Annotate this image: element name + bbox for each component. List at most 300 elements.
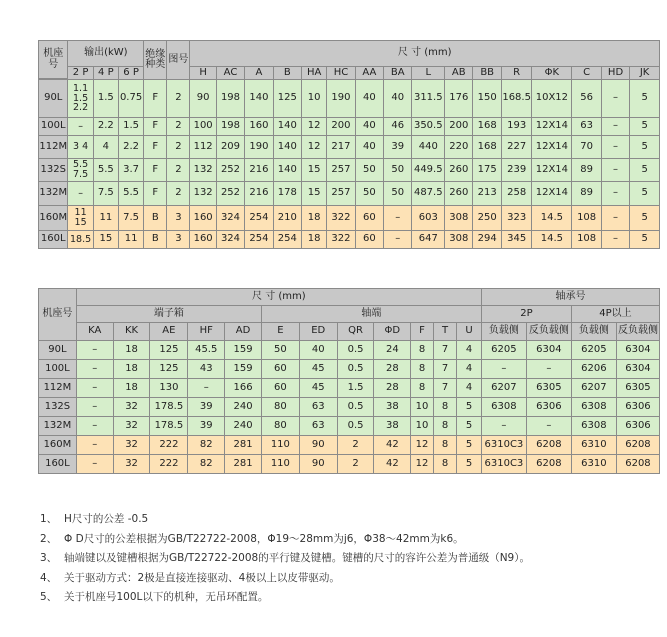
value-cell: 8: [433, 398, 457, 417]
value-cell: 43: [188, 360, 225, 379]
value-cell: –: [481, 417, 526, 436]
value-cell: –: [76, 398, 113, 417]
dim-cell: 647: [412, 231, 445, 249]
table-row: [39, 417, 660, 436]
dim-col-header: R: [501, 67, 532, 80]
output-2p-cell: 1.1 1.5 2.2: [68, 80, 93, 118]
value-cell: 45.5: [188, 341, 225, 360]
value-cell: 32: [113, 398, 150, 417]
note-number: 4、: [40, 571, 58, 584]
dim-cell: 213: [473, 182, 501, 206]
dim-cell: 311.5: [412, 80, 445, 118]
dim-cell: 324: [216, 206, 244, 231]
value-cell: 90: [299, 436, 337, 455]
dim-cell: 449.5: [412, 159, 445, 182]
dim-cell: 350.5: [412, 118, 445, 136]
value-cell: 63: [299, 398, 337, 417]
value-cell: 6306: [526, 398, 571, 417]
tbox-col-header: AE: [150, 323, 188, 341]
pole-header: 6 P: [118, 67, 143, 80]
dim-cell: 160: [190, 206, 216, 231]
value-cell: 110: [261, 455, 299, 474]
output-2p-cell: 3 4: [68, 136, 93, 159]
value-cell: 6308: [481, 398, 526, 417]
output-2p-cell: –: [68, 182, 93, 206]
dim-col-header: C: [572, 67, 601, 80]
dim-cell: –: [601, 80, 629, 118]
table-row: [39, 182, 660, 206]
value-cell: 45: [299, 379, 337, 398]
dim-cell: 60: [355, 206, 383, 231]
dim-cell: 160: [190, 231, 216, 249]
value-cell: 39: [188, 417, 225, 436]
output-6p-cell: 2.2: [118, 136, 143, 159]
dim-cell: 345: [501, 231, 532, 249]
output-4p-cell: 15: [93, 231, 118, 249]
value-cell: 7: [433, 360, 457, 379]
note-item: [40, 569, 530, 589]
dim-col-header: JK: [630, 67, 660, 80]
value-cell: 8: [411, 341, 434, 360]
value-cell: 6205: [571, 341, 616, 360]
value-cell: 0.5: [337, 417, 374, 436]
shaft-col-header: T: [433, 323, 457, 341]
dim-cell: 132: [190, 182, 216, 206]
note-text: 关于驱动方式：2极是直接连接驱动、4极以上以皮带驱动。: [64, 571, 340, 584]
dim-cell: 260: [445, 182, 473, 206]
notes-list: [40, 510, 530, 608]
insulation-cell: B: [144, 206, 167, 231]
output-6p-cell: 3.7: [118, 159, 143, 182]
dim-cell: 220: [445, 136, 473, 159]
output-2p-cell: 11 15: [68, 206, 93, 231]
value-cell: 39: [188, 398, 225, 417]
value-cell: 6310: [571, 455, 616, 474]
dim-cell: 5: [630, 231, 660, 249]
dim-cell: 12: [302, 118, 327, 136]
dim-cell: –: [601, 159, 629, 182]
dim-cell: 176: [445, 80, 473, 118]
dim-cell: 168: [473, 118, 501, 136]
tbox-col-header: AD: [225, 323, 262, 341]
dim-cell: 12X14: [532, 118, 572, 136]
model-cell: 132S: [39, 398, 77, 417]
value-cell: 12: [411, 455, 434, 474]
value-cell: 8: [411, 379, 434, 398]
dimensions-table-1: [38, 40, 660, 249]
table-row: [39, 341, 660, 360]
value-cell: 6306: [616, 417, 659, 436]
value-cell: 6205: [481, 341, 526, 360]
table-row: [39, 206, 660, 231]
value-cell: 281: [225, 455, 262, 474]
dim-cell: 140: [273, 136, 301, 159]
dim-cell: 50: [355, 159, 383, 182]
value-cell: 6304: [526, 341, 571, 360]
dim-cell: 324: [216, 231, 244, 249]
shaft-col-header: E: [261, 323, 299, 341]
value-cell: 28: [374, 379, 411, 398]
table-row: [39, 80, 660, 118]
output-6p-cell: 11: [118, 231, 143, 249]
model-cell: 132M: [39, 417, 77, 436]
value-cell: 60: [261, 360, 299, 379]
table-row: [39, 455, 660, 474]
value-cell: 6310C3: [481, 455, 526, 474]
value-cell: 159: [225, 341, 262, 360]
value-cell: 6208: [526, 455, 571, 474]
output-4p-cell: 2.2: [93, 118, 118, 136]
value-cell: 5: [457, 417, 482, 436]
value-cell: 8: [433, 417, 457, 436]
table-row: [39, 436, 660, 455]
value-cell: 18: [113, 341, 150, 360]
value-cell: –: [481, 360, 526, 379]
dim-col-header: AB: [445, 67, 473, 80]
shaft-col-header: ED: [299, 323, 337, 341]
value-cell: 10: [411, 398, 434, 417]
shaft-col-header: ΦD: [374, 323, 411, 341]
value-cell: 32: [113, 436, 150, 455]
figure-cell: 2: [167, 182, 190, 206]
value-cell: 6207: [481, 379, 526, 398]
model-cell: 132S: [39, 159, 68, 182]
dim-cell: 89: [572, 182, 601, 206]
value-cell: 130: [150, 379, 188, 398]
insulation-cell: F: [144, 159, 167, 182]
value-cell: 166: [225, 379, 262, 398]
dim-cell: 200: [445, 118, 473, 136]
dim-col-header: ΦK: [532, 67, 572, 80]
dims-header-2: 尺 寸 (mm): [76, 289, 481, 306]
figure-cell: 2: [167, 80, 190, 118]
dim-cell: 40: [355, 136, 383, 159]
value-cell: 6310C3: [481, 436, 526, 455]
value-cell: 40: [299, 341, 337, 360]
dim-cell: 5: [630, 206, 660, 231]
value-cell: 18: [113, 379, 150, 398]
dim-cell: 190: [245, 136, 273, 159]
output-2p-cell: –: [68, 118, 93, 136]
value-cell: 4: [457, 360, 482, 379]
bearing-4p-header: 4P以上: [571, 306, 659, 323]
dim-cell: 40: [384, 80, 412, 118]
dim-cell: 112: [190, 136, 216, 159]
dim-cell: 487.5: [412, 182, 445, 206]
value-cell: 2: [337, 455, 374, 474]
dim-col-header: HA: [302, 67, 327, 80]
value-cell: 32: [113, 455, 150, 474]
value-cell: 281: [225, 436, 262, 455]
model-cell: 112M: [39, 136, 68, 159]
dim-cell: 323: [501, 206, 532, 231]
figure-cell: 2: [167, 118, 190, 136]
shaft-col-header: QR: [337, 323, 374, 341]
value-cell: 125: [150, 360, 188, 379]
figure-cell: 3: [167, 231, 190, 249]
value-cell: 6208: [616, 436, 659, 455]
value-cell: 32: [113, 417, 150, 436]
table-row: [39, 398, 660, 417]
dim-cell: 14.5: [532, 231, 572, 249]
output-2p-cell: 5.5 7.5: [68, 159, 93, 182]
value-cell: 82: [188, 436, 225, 455]
dim-cell: 252: [216, 182, 244, 206]
value-cell: 5: [457, 436, 482, 455]
value-cell: 38: [374, 417, 411, 436]
value-cell: 24: [374, 341, 411, 360]
note-text: 轴端键以及键槽根据为GB/T22722-2008的平行键及键槽。键槽的尺寸的容许公差为普通级（N9）。: [64, 552, 530, 564]
model-header-2: 机座号: [39, 289, 77, 341]
dim-cell: 227: [501, 136, 532, 159]
bearing-col-header: 负载侧: [571, 323, 616, 341]
dim-cell: 216: [245, 159, 273, 182]
value-cell: 6305: [526, 379, 571, 398]
dim-cell: 209: [216, 136, 244, 159]
value-cell: 12: [411, 436, 434, 455]
dim-col-header: AA: [355, 67, 383, 80]
value-cell: 82: [188, 455, 225, 474]
dim-cell: 200: [327, 118, 355, 136]
value-cell: 8: [411, 360, 434, 379]
value-cell: 5: [457, 398, 482, 417]
shaft-col-header: U: [457, 323, 482, 341]
dim-cell: 40: [355, 80, 383, 118]
dim-cell: 40: [355, 118, 383, 136]
value-cell: 0.5: [337, 360, 374, 379]
pole-header: 2 P: [68, 67, 93, 80]
dim-cell: –: [384, 231, 412, 249]
dim-cell: 140: [245, 80, 273, 118]
value-cell: 6208: [526, 436, 571, 455]
note-item: [40, 530, 530, 550]
value-cell: –: [76, 436, 113, 455]
dim-cell: 12X14: [532, 159, 572, 182]
dim-cell: 70: [572, 136, 601, 159]
value-cell: 6306: [616, 398, 659, 417]
value-cell: 4: [457, 341, 482, 360]
dim-cell: 108: [572, 231, 601, 249]
table-row: [39, 231, 660, 249]
dim-cell: 100: [190, 118, 216, 136]
model-cell: 100L: [39, 360, 77, 379]
value-cell: 0.5: [337, 341, 374, 360]
dim-col-header: AC: [216, 67, 244, 80]
model-cell: 160L: [39, 231, 68, 249]
value-cell: 178.5: [150, 398, 188, 417]
dim-cell: 175: [473, 159, 501, 182]
dim-cell: 15: [302, 182, 327, 206]
dim-cell: 216: [245, 182, 273, 206]
dim-cell: 50: [384, 182, 412, 206]
insulation-cell: B: [144, 231, 167, 249]
dim-cell: 12: [302, 136, 327, 159]
value-cell: 28: [374, 360, 411, 379]
dim-cell: 89: [572, 159, 601, 182]
output-4p-cell: 7.5: [93, 182, 118, 206]
model-cell: 90L: [39, 341, 77, 360]
value-cell: 42: [374, 436, 411, 455]
dim-cell: 15: [302, 159, 327, 182]
value-cell: 159: [225, 360, 262, 379]
dim-cell: 10: [302, 80, 327, 118]
dim-col-header: HD: [601, 67, 629, 80]
table-row: [39, 136, 660, 159]
dim-cell: 190: [327, 80, 355, 118]
dimensions-table-2: [38, 288, 660, 474]
bearing-col-header: 负载侧: [481, 323, 526, 341]
dim-cell: 257: [327, 182, 355, 206]
dim-cell: 252: [216, 159, 244, 182]
dim-cell: 254: [245, 231, 273, 249]
output-2p-cell: 18.5: [68, 231, 93, 249]
terminal-box-header: 端子箱: [76, 306, 261, 323]
dim-col-header: A: [245, 67, 273, 80]
dim-cell: 63: [572, 118, 601, 136]
dim-cell: 12X14: [532, 136, 572, 159]
dim-cell: –: [601, 182, 629, 206]
model-cell: 160M: [39, 436, 77, 455]
shaft-col-header: F: [411, 323, 434, 341]
value-cell: –: [76, 360, 113, 379]
figure-cell: 3: [167, 206, 190, 231]
value-cell: 45: [299, 360, 337, 379]
table-row: [39, 118, 660, 136]
value-cell: –: [526, 417, 571, 436]
note-item: [40, 549, 530, 569]
note-item: [40, 588, 530, 608]
insulation-cell: F: [144, 80, 167, 118]
dim-cell: 14.5: [532, 206, 572, 231]
dim-cell: 5: [630, 80, 660, 118]
figure-header: 图号: [167, 41, 190, 80]
dim-cell: 254: [273, 231, 301, 249]
model-header: 机座号: [39, 41, 68, 79]
dim-cell: 46: [384, 118, 412, 136]
value-cell: 6206: [571, 360, 616, 379]
note-item: [40, 510, 530, 530]
dim-cell: 308: [445, 206, 473, 231]
value-cell: –: [76, 341, 113, 360]
dim-cell: 10X12: [532, 80, 572, 118]
value-cell: 222: [150, 455, 188, 474]
dim-cell: 168.5: [501, 80, 532, 118]
dim-cell: 294: [473, 231, 501, 249]
dim-cell: 258: [501, 182, 532, 206]
dim-cell: 198: [216, 118, 244, 136]
dim-cell: 5: [630, 182, 660, 206]
value-cell: –: [76, 379, 113, 398]
note-text: 关于机座号100L以下的机种，无吊环配置。: [64, 591, 269, 603]
dim-cell: 168: [473, 136, 501, 159]
value-cell: 38: [374, 398, 411, 417]
value-cell: 50: [261, 341, 299, 360]
dim-cell: 150: [473, 80, 501, 118]
value-cell: 240: [225, 398, 262, 417]
dim-cell: –: [601, 206, 629, 231]
dims-header: 尺 寸 (mm): [190, 41, 660, 67]
pole-header: 4 P: [93, 67, 118, 80]
table-row: [39, 360, 660, 379]
tbox-col-header: KK: [113, 323, 150, 341]
value-cell: 42: [374, 455, 411, 474]
value-cell: 178.5: [150, 417, 188, 436]
value-cell: 8: [433, 455, 457, 474]
dim-cell: 5: [630, 118, 660, 136]
figure-cell: 2: [167, 136, 190, 159]
tbox-col-header: HF: [188, 323, 225, 341]
output-6p-cell: 7.5: [118, 206, 143, 231]
value-cell: 60: [261, 379, 299, 398]
value-cell: 222: [150, 436, 188, 455]
value-cell: –: [76, 417, 113, 436]
bearing-2p-header: 2P: [481, 306, 571, 323]
value-cell: 6304: [616, 341, 659, 360]
output-6p-cell: 1.5: [118, 118, 143, 136]
dim-col-header: H: [190, 67, 216, 80]
dim-cell: 5: [630, 159, 660, 182]
dim-cell: 90: [190, 80, 216, 118]
value-cell: 240: [225, 417, 262, 436]
value-cell: 6304: [616, 360, 659, 379]
dim-cell: 239: [501, 159, 532, 182]
dim-cell: 18: [302, 231, 327, 249]
value-cell: 6208: [616, 455, 659, 474]
dim-col-header: HC: [327, 67, 355, 80]
value-cell: 7: [433, 379, 457, 398]
output-4p-cell: 4: [93, 136, 118, 159]
value-cell: 10: [411, 417, 434, 436]
value-cell: 7: [433, 341, 457, 360]
dim-cell: 56: [572, 80, 601, 118]
dim-cell: 322: [327, 231, 355, 249]
output-4p-cell: 11: [93, 206, 118, 231]
dim-cell: 140: [273, 159, 301, 182]
value-cell: 6207: [571, 379, 616, 398]
value-cell: 18: [113, 360, 150, 379]
model-cell: 132M: [39, 182, 68, 206]
dim-col-header: B: [273, 67, 301, 80]
dim-cell: 18: [302, 206, 327, 231]
insulation-header: 绝缘种类: [144, 41, 167, 80]
insulation-cell: F: [144, 182, 167, 206]
output-6p-cell: 5.5: [118, 182, 143, 206]
value-cell: 110: [261, 436, 299, 455]
insulation-cell: F: [144, 136, 167, 159]
dim-cell: 217: [327, 136, 355, 159]
dim-cell: 308: [445, 231, 473, 249]
note-number: 1、: [40, 513, 58, 525]
value-cell: –: [76, 455, 113, 474]
output-4p-cell: 5.5: [93, 159, 118, 182]
note-number: 5、: [40, 591, 58, 603]
value-cell: 6305: [616, 379, 659, 398]
value-cell: 63: [299, 417, 337, 436]
dim-cell: 50: [384, 159, 412, 182]
dim-cell: 5: [630, 136, 660, 159]
dim-col-header: BB: [473, 67, 501, 80]
value-cell: –: [188, 379, 225, 398]
dim-cell: 440: [412, 136, 445, 159]
dim-cell: 193: [501, 118, 532, 136]
value-cell: 5: [457, 455, 482, 474]
dim-cell: 160: [245, 118, 273, 136]
dim-cell: 254: [245, 206, 273, 231]
dim-cell: 210: [273, 206, 301, 231]
value-cell: 125: [150, 341, 188, 360]
model-cell: 90L: [39, 80, 68, 118]
note-number: 3、: [40, 552, 58, 564]
